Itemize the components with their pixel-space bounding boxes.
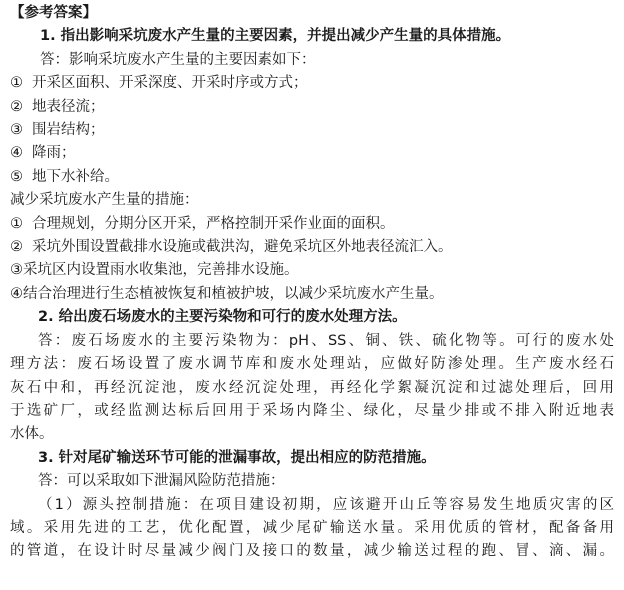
list-item bbox=[10, 283, 614, 306]
q2-answer-line: 理方法：废石场设置了废水调节库和废水处理站，应做好防渗处理。生产废水经石 bbox=[10, 356, 614, 373]
q3-answer-intro: 答：可以采取如下泄漏风险防范措施： bbox=[38, 473, 285, 490]
list-text: 降雨； bbox=[32, 145, 76, 162]
q1-factor-list bbox=[10, 72, 614, 189]
list-marker: ② bbox=[10, 98, 23, 115]
q1-title: 1. 指出影响采坑废水产生量的主要因素，并提出减少产生量的具体措施。 bbox=[40, 28, 511, 45]
list-item bbox=[10, 142, 614, 165]
list-item bbox=[10, 96, 614, 119]
list-marker: ④ bbox=[10, 145, 23, 162]
list-item bbox=[10, 72, 614, 95]
list-item bbox=[10, 213, 614, 236]
list-text: 采坑外围设置截排水设施或截洪沟，避免采坑区外地表径流汇入。 bbox=[32, 239, 453, 256]
q3-title: 3. 针对尾矿输送环节可能的泄漏事故，提出相应的防范措施。 bbox=[38, 449, 436, 466]
list-item bbox=[10, 236, 614, 259]
answer-header: 【参考答案】 bbox=[10, 5, 97, 21]
q1-answer-intro: 答：影响采坑废水产生量的主要因素如下： bbox=[40, 51, 316, 68]
q2-title: 2. 给出废石场废水的主要污染物和可行的废水处理方法。 bbox=[38, 309, 407, 326]
q1-measure-list bbox=[10, 213, 614, 307]
q2-answer-line: 灰石中和，再经沉淀池，废水经沉淀处理，再经化学絮凝沉淀和过滤处理后，回用 bbox=[10, 379, 614, 396]
q2-answer-line: 水体。 bbox=[10, 426, 54, 443]
q3-answer-line: （1）源头控制措施：在项目建设初期，应该避开山丘等容易发生地质灾害的区 bbox=[38, 496, 614, 513]
q3-answer-line: 的管道，在设计时尽量减少阀门及接口的数量，减少输送过程的跑、冒、滴、漏。 bbox=[10, 543, 614, 560]
q3-answer-line: 域。采用先进的工艺，优化配置，减少尾矿输送水量。采用优质的管材，配备备用 bbox=[10, 519, 614, 536]
list-marker: ⑤ bbox=[10, 168, 23, 185]
q2-answer-line: 答：废石场废水的主要污染物为：pH、SS、铜、铁、硫化物等。可行的废水处 bbox=[38, 332, 614, 349]
list-text: 采坑区内设置雨水收集池，完善排水设施。 bbox=[23, 262, 299, 279]
list-marker: ① bbox=[10, 215, 23, 232]
list-item bbox=[10, 259, 614, 282]
list-marker: ③ bbox=[10, 262, 23, 279]
q1-measures-heading: 减少采坑废水产生量的措施： bbox=[10, 192, 199, 209]
q2-answer-line: 于选矿厂，或经监测达标后回用于采场内降尘、绿化，尽量少排或不排入附近地表 bbox=[10, 402, 614, 419]
list-text: 开采区面积、开采深度、开采时序或方式； bbox=[32, 75, 308, 92]
list-marker: ② bbox=[10, 239, 23, 256]
list-text: 地下水补给。 bbox=[32, 168, 119, 185]
list-item bbox=[10, 119, 614, 142]
list-text: 地表径流； bbox=[32, 98, 105, 115]
list-marker: ① bbox=[10, 75, 23, 92]
list-marker: ④ bbox=[10, 285, 23, 302]
list-marker: ③ bbox=[10, 122, 23, 139]
list-text: 结合治理进行生态植被恢复和植被护坡，以减少采坑废水产生量。 bbox=[23, 285, 444, 302]
list-text: 合理规划，分期分区开采，严格控制开采作业面的面积。 bbox=[32, 215, 395, 232]
list-item bbox=[10, 166, 614, 189]
list-text: 围岩结构； bbox=[32, 122, 105, 139]
